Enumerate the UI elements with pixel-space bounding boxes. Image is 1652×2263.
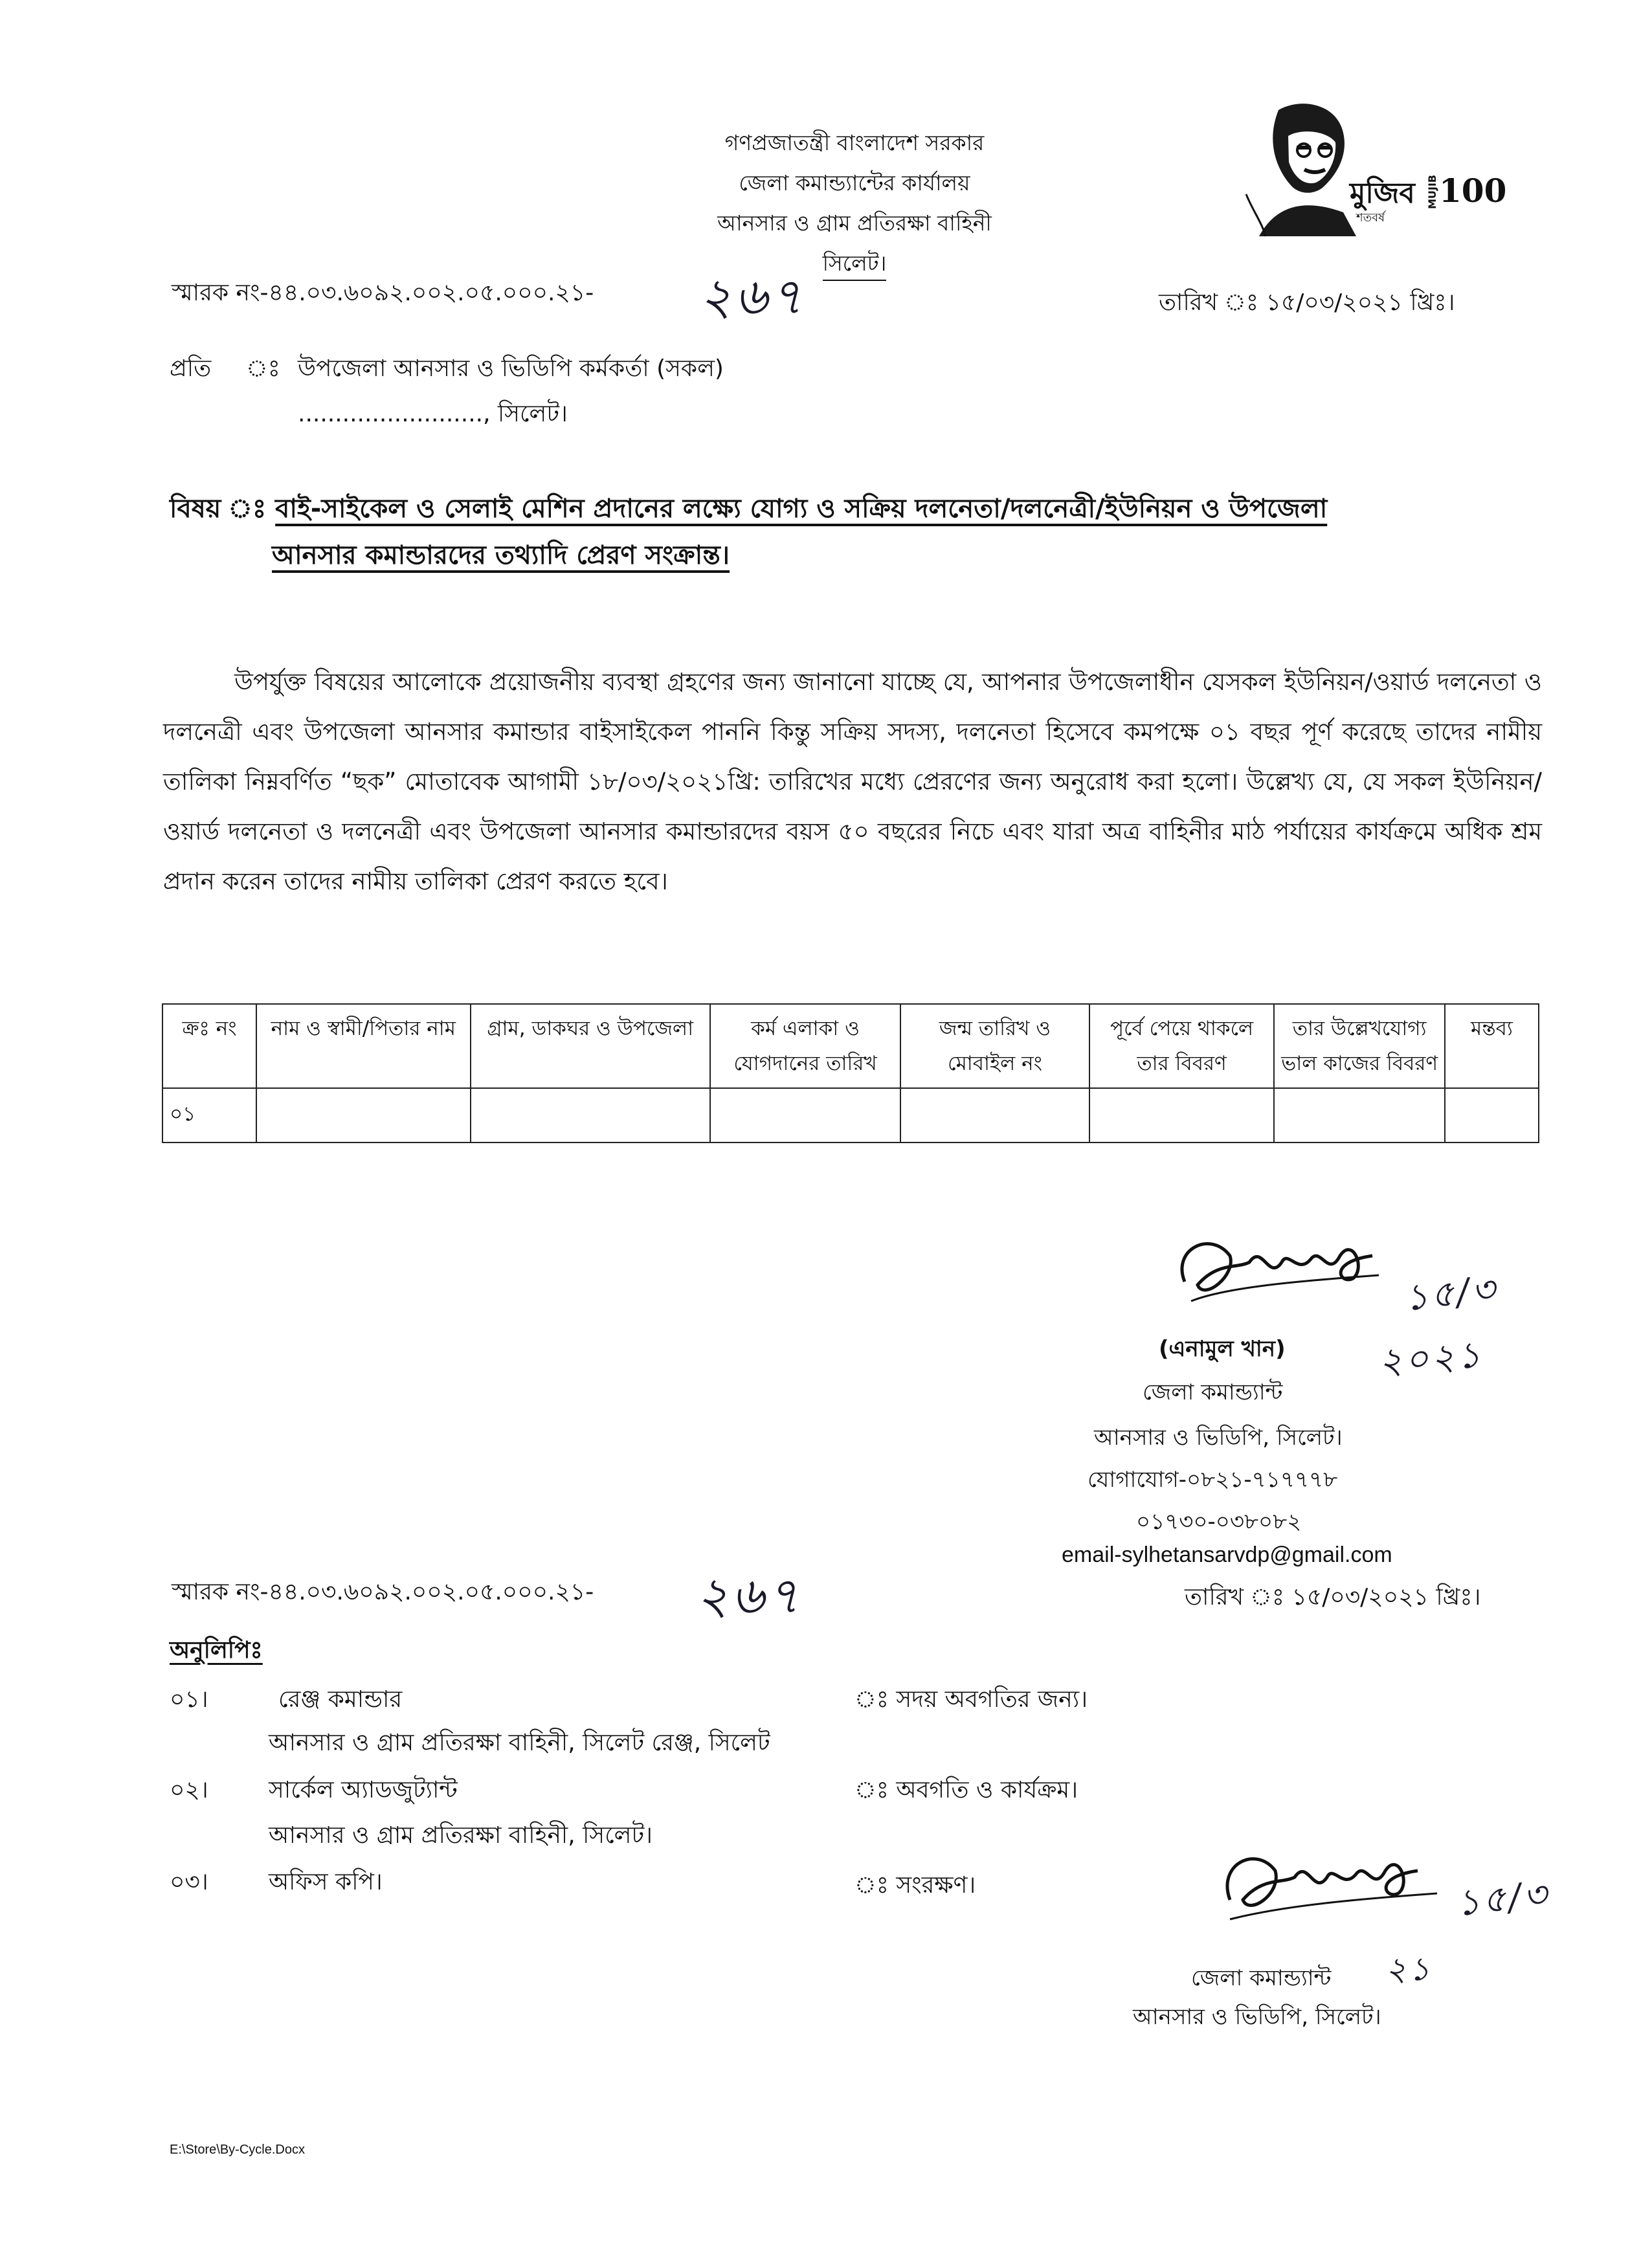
subject [170, 485, 1464, 579]
memo2-date: তারিখ ঃ ১৫/০৩/২০২১ খ্রিঃ। [1185, 1584, 1481, 1611]
signature-1-initial: ১৫/৩ [1402, 1267, 1500, 1320]
cc-3-number: ০৩। [170, 1869, 208, 1895]
table-cell [1274, 1088, 1445, 1143]
mujib-100-logo [1240, 97, 1507, 240]
signature-2 [1204, 1838, 1463, 1935]
signatory2-org: আনসার ও ভিডিপি, সিলেট। [1133, 2004, 1381, 2030]
memo2-handwritten-number: ২৬৭ [696, 1567, 803, 1625]
header-line-city: সিলেট। [823, 247, 887, 281]
cc-2-purpose: ঃ অবগতি ও কার্যক্রম। [854, 1777, 1078, 1803]
signature-scrawl-icon [1204, 1838, 1463, 1935]
logo-en: MUJIB [1426, 175, 1438, 210]
header-line-office: জেলা কমান্ড্যান্টের কার্যালয় [739, 170, 970, 195]
cc-heading: অনুলিপিঃ [170, 1637, 263, 1664]
cc-1-purpose: ঃ সদয় অবগতির জন্য। [854, 1686, 1088, 1713]
cc-1-org: আনসার ও গ্রাম প্রতিরক্ষা বাহিনী, সিলেট রেঞ্জ, সিলেট [269, 1730, 770, 1756]
cc-3-recipient: অফিস কপি। [269, 1869, 383, 1895]
cc-2-number: ০২। [170, 1777, 208, 1803]
signatory2-title: জেলা কমান্ড্যান্ট [1191, 1965, 1332, 1991]
contact-email: email-sylhetansarvdp@gmail.com [1062, 1543, 1392, 1567]
cc-1-recipient: রেঞ্জ কমান্ডার [278, 1686, 403, 1713]
header-line-government: গণপ্রজাতন্ত্রী বাংলাদেশ সরকার [724, 130, 985, 155]
table-cell [256, 1088, 471, 1143]
cc-3-purpose: ঃ সংরক্ষণ। [854, 1872, 976, 1899]
table-cell [1445, 1088, 1539, 1143]
table-row [162, 1088, 1539, 1143]
col-birth-mobile: জন্ম তারিখ ও মোবাইল নং [900, 1004, 1089, 1088]
logo-title: মুজিব [1350, 177, 1415, 210]
signatory-title: জেলা কমান্ড্যান্ট [1143, 1379, 1283, 1405]
to-location: ........................., সিলেট। [298, 401, 568, 427]
table-cell [1089, 1088, 1275, 1143]
signature-scrawl-icon [1159, 1223, 1418, 1321]
table-cell [471, 1088, 710, 1143]
information-table [162, 1003, 1539, 1143]
col-serial: ক্রঃ নং [162, 1004, 256, 1088]
signatory-org: আনসার ও ভিডিপি, সিলেট। [1094, 1425, 1343, 1451]
memo-date: তারিখ ঃ ১৫/০৩/২০২১ খ্রিঃ। [1159, 289, 1455, 316]
memo2-reference: স্মারক নং-৪৪.০৩.৬০৯২.০০২.০৫.০০০.২১- [172, 1579, 594, 1605]
memo-handwritten-number: ২৬৭ [699, 268, 806, 326]
col-remarks: মন্তব্য [1445, 1004, 1539, 1088]
logo-number: 100 [1439, 172, 1507, 210]
table-cell [710, 1088, 900, 1143]
col-name: নাম ও স্বামী/পিতার নাম [256, 1004, 471, 1088]
col-work-area: কর্ম এলাকা ও যোগদানের তারিখ [710, 1004, 900, 1088]
signature-2-year: ২১ [1385, 1950, 1433, 1988]
col-previous: পূর্বে পেয়ে থাকলে তার বিবরণ [1089, 1004, 1275, 1088]
signature-1-year: ২০২১ [1377, 1333, 1485, 1383]
to-label: প্রতি [170, 355, 212, 382]
subject-text-line1: বাই-সাইকেল ও সেলাই মেশিন প্রদানের লক্ষ্যে যোগ্য ও সক্রিয় দলনেতা/দলনেত্রী/ইউনিয়ন ও উপজেলা [275, 494, 1328, 524]
contact-phone: যোগাযোগ-০৮২১-৭১৭৭৭৮ [1088, 1467, 1338, 1493]
table-cell [900, 1088, 1089, 1143]
row-serial: ০১ [162, 1088, 256, 1143]
col-address: গ্রাম, ডাকঘর ও উপজেলা [471, 1004, 710, 1088]
memo-reference: স্মারক নং-৪৪.০৩.৬০৯২.০০২.০৫.০০০.২১- [172, 280, 594, 306]
cc-2-org: আনসার ও গ্রাম প্রতিরক্ষা বাহিনী, সিলেট। [269, 1822, 653, 1849]
cc-1-number: ০১। [170, 1686, 208, 1713]
header-line-force: আনসার ও গ্রাম প্রতিরক্ষা বাহিনী [717, 210, 992, 236]
table-header-row [162, 1004, 1539, 1088]
cc-2-recipient: সার্কেল অ্যাডজুট্যান্ট [269, 1777, 458, 1803]
logo-subtitle: শতবর্ষ [1356, 211, 1385, 225]
signature-2-initial: ১৫/৩ [1454, 1873, 1552, 1925]
to-recipient: উপজেলা আনসার ও ভিডিপি কর্মকর্তা (সকল) [298, 355, 724, 382]
letterhead [621, 123, 1088, 284]
contact-mobile: ০১৭৩০-০৩৮০৮২ [1136, 1509, 1302, 1535]
signature-1 [1159, 1223, 1418, 1321]
col-good-work: তার উল্লেখযোগ্য ভাল কাজের বিবরণ [1274, 1004, 1445, 1088]
subject-label: বিষয় ঃ [170, 494, 267, 524]
file-path-footer: E:\Store\By-Cycle.Docx [170, 2143, 305, 2157]
to-colon: ঃ [246, 355, 280, 382]
subject-text-line2: আনসার কমান্ডারদের তথ্যাদি প্রেরণ সংক্রান্ত। [272, 541, 730, 570]
signatory-name: (এনামুল খান) [1159, 1336, 1286, 1362]
body-paragraph: উপর্যুক্ত বিষয়ের আলোকে প্রয়োজনীয় ব্যবস্থা গ্রহণের জন্য জানানো যাচ্ছে যে, আপনার উপজেলাধীন যেসকল ইউনিয়ন/ওয়ার্ড দলনেতা ও দলনেত্রী এবং উপজেলা আনসার কমান্ডার বাইসাইকেল পাননি কিন্তু সক্রিয় সদস্য, দলনেতা হিসেবে কমপক্ষে ০১ বছর পূর্ণ করেছে তাদের নামীয় তালিকা নিম্নবর্ণিত “ছক” মোতাবেক আগামী ১৮/০৩/২০২১খ্রি: তারিখের মধ্যে প্রেরণের জন্য অনুরোধ করা হলো। উল্লেখ্য যে, যে সকল ইউনিয়ন/ওয়ার্ড দলনেতা ও দলনেত্রী এবং উপজেলা আনসার কমান্ডারদের বয়স ৫০ বছরের নিচে এবং যারা অত্র বাহিনীর মাঠ পর্যায়ের কার্যক্রমে অধিক শ্রম প্রদান করেন তাদের নামীয় তালিকা প্রেরণ করতে হবে। [163, 668, 1542, 895]
